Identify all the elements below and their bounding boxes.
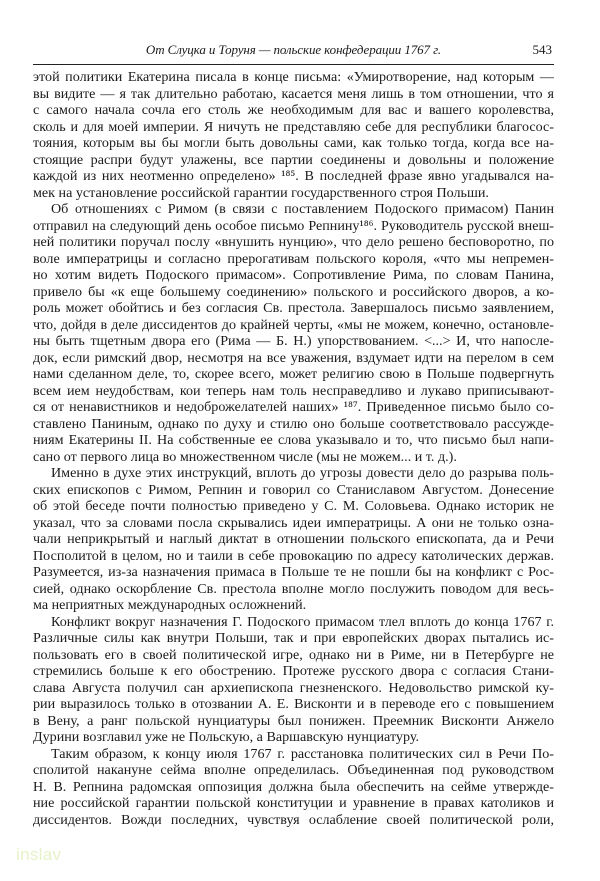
text-line: стоящие распри будут улажены, все партии соединены и довольны и положение: [33, 151, 554, 168]
text-line: Разумеется, из-за назначения примаса в Польше те не пошли бы на конфликт с Рос-: [33, 564, 554, 580]
text-line: ся от ненавистников и недоброжелателей наших» ¹⁸⁷. Приведенное письмо было со-: [33, 399, 554, 415]
text-line: воле императрицы и согласно прерогативам польского короля, «что мы непремен-: [33, 250, 554, 267]
text-line: пользовать его в своей политической игре, однако ни в Риме, ни в Петербурге не: [33, 646, 554, 663]
text-line: стремились больше к его обострению. Протеже русского двора с согласия Стани-: [33, 663, 554, 679]
text-line: что, дойдя в деле диссидентов до крайней черты, «мы не можем, конечно, остановле-: [33, 316, 554, 333]
text-line: привело бы «к еще большему соединению» польского и российского дворов, а ко-: [33, 283, 554, 300]
text-line: этой политики Екатерина писала в конце письма: «Умиротворение, над которым —: [33, 69, 554, 85]
text-line: слава Августа получил сан архиепископа гнезненского. Недовольство римской ку-: [33, 679, 554, 696]
text-line: рии выразилось только в отозвании А. Е. Висконти и в переводе его с повышением: [33, 696, 554, 712]
text-line: ние российской гарантии польской конституции и уравнение в правах католиков и: [33, 795, 554, 811]
text-line: ских епископов с Римом, Репнин и говорил со Станиславом Августом. Донесение: [33, 481, 554, 498]
text-line: мек на установление российской гарантии государственного строя Польши.: [33, 184, 489, 201]
text-line: каждой из них неотменно определено» ¹⁸⁵. В последней фразе явно угадывался на-: [33, 168, 554, 184]
paragraph-first-line: Именно в духе этих инструкций, вплоть до угрозы довести дело до разрыва поль-: [51, 465, 554, 481]
body-text: [33, 69, 554, 828]
text-line: док, если римский двор, несмотря на все уважения, вздумает идти на перелом в сем: [33, 349, 554, 366]
text-line: сполитой накануне сейма вполне определилась. Объединенная под руководством: [33, 762, 554, 778]
text-line: Различные силы как внутри Польши, так и при европейских дворах пытались ис-: [33, 630, 554, 646]
text-line: ней политики поручал послу «внушить нунцию», что дело решено бесповоротно, по: [33, 234, 554, 250]
paragraph-first-line: Таким образом, к концу июля 1767 г. расстановка политических сил в Речи По-: [51, 745, 554, 762]
watermark: inslav: [16, 845, 62, 864]
page-number: 543: [532, 42, 552, 57]
text-line: но хотим видеть Подоского примасом». Сопротивление Рима, по словам Панина,: [33, 267, 554, 283]
text-line: вы видите — я так длительно работаю, касается меня лишь в том отношении, что я: [33, 85, 554, 102]
text-line: в Вену, а ранг польской нунциатуры был понижен. Преемник Висконти Анжело: [33, 712, 554, 729]
text-line: диссидентов. Вожди последних, чувствуя ослабление своей политической роли,: [33, 811, 554, 828]
text-line: чали неприкрытый и наглый диктат в отношении польского епископата, да и Речи: [33, 531, 554, 547]
text-line: указал, что за словами посла скрывались идеи императрицы. А они не только озна-: [33, 514, 554, 531]
text-line: сией, однако оскорбление Св. престола вполне могло послужить поводом для весь-: [33, 580, 554, 597]
text-line: с самого начала сочла его столь же необходимым для вас и вашего королевства,: [33, 102, 554, 118]
text-line: ны быть тщетным двора его (Рима — Б. Н.) упорствованием. <...> И, что напосле-: [33, 333, 554, 349]
paragraph-first-line: Конфликт вокруг назначения Г. Подоского примасом тлел вплоть до конца 1767 г.: [51, 613, 554, 630]
text-line: Дурини возглавил уже не Польскую, а Варшавскую нунциатуру.: [33, 729, 419, 745]
text-line: роль может обойтись и без согласия Св. престола. Завершалось письмо заявлением,: [33, 300, 554, 316]
text-line: Н. В. Репнина радомская оппозиция должна была обеспечить на сейме утвержде-: [33, 778, 554, 795]
header-rule-divider: [33, 64, 554, 65]
text-line: Посполитой в целом, но и таили в себе провокацию по адресу католических держав.: [33, 547, 554, 564]
text-line: тояния, которым вы бы могли быть довольны сами, как только тогда, когда все на-: [33, 135, 554, 151]
text-line: всем ием неудобствам, кои теперь нам толь несправедливо и лукаво приписывают-: [33, 382, 554, 399]
text-line: сано от первого лица во множественном числе (мы не можем... и т. д.).: [33, 448, 457, 465]
text-line: ставлено Паниным, однако по духу и стилю оно больше соответствовало рассужде-: [33, 415, 554, 432]
text-line: отправил на следующий день особое письмо Репнину¹⁸⁶. Руководитель русской внеш-: [33, 217, 554, 234]
text-line: об этой беседе почти полностью приведено у С. М. Соловьева. Однако историк не: [33, 498, 554, 514]
text-line: нами сделанном деле, то, скорее всего, может религию свою в Польше подвергнуть: [33, 366, 554, 382]
running-head: [33, 40, 554, 60]
paragraph-first-line: Об отношениях с Римом (в связи с поставлением Подоского примасом) Панин: [51, 201, 554, 217]
text-line: сколь и для моей империи. Я ничуть не представляю себе для республики благосос-: [33, 118, 554, 135]
text-line: ма неприятных международных осложнений.: [33, 597, 307, 613]
running-title: От Слуцка и Торуня — польские конфедерации 1767 г.: [145, 42, 442, 57]
text-line: ниям Екатерины II. На собственные ее слова указывало и то, что письмо был напи-: [33, 432, 554, 448]
